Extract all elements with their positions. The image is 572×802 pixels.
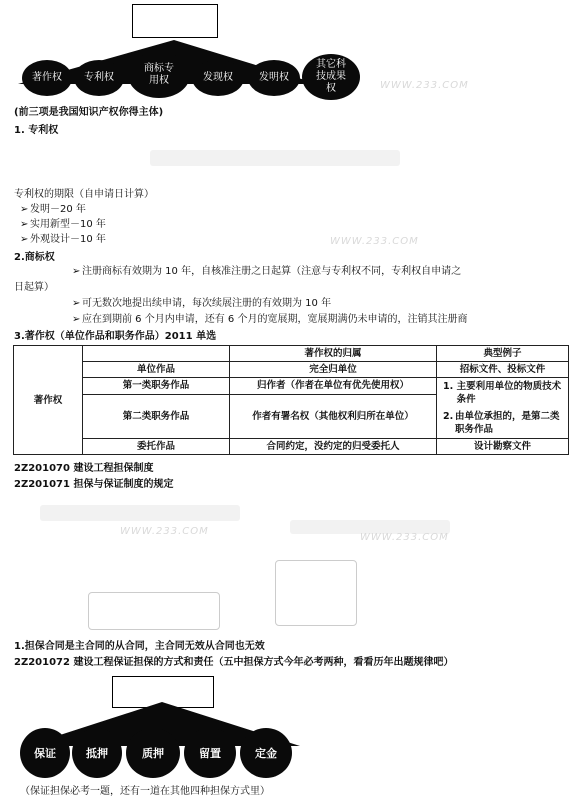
diagram-item-trademark: 商标专用权	[128, 52, 190, 98]
table-cell: 作者有署名权（其他权利归所在单位）	[230, 394, 437, 438]
patent-term-design: ➢ 外观设计－10 年	[20, 234, 106, 245]
diagram-item-invention: 发明权	[248, 60, 300, 96]
diagram-item-copyright: 著作权	[22, 60, 72, 96]
table-cell: 单位作品	[83, 362, 230, 378]
watermark: WWW.233.COM	[330, 236, 419, 247]
table-cell: 招标文件、投标文件	[437, 362, 569, 378]
watermark: WWW.233.COM	[120, 526, 209, 537]
table-cell: 设计勘察文件	[437, 439, 569, 455]
section-code-2z201072: 2Z201072 建设工程保证担保的方式和责任（五中担保方式今年必考两种，看看历年出题规律吧）	[14, 657, 454, 668]
blurred-area	[40, 505, 240, 521]
table-row	[14, 346, 569, 362]
copyright-table	[13, 345, 569, 455]
table-cell: 合同约定，没约定的归受委托人	[230, 439, 437, 455]
table-cell: 归作者（作者在单位有优先使用权）	[230, 378, 437, 395]
table-col-owner: 著作权的归属	[230, 346, 437, 362]
trademark-heading: 2.商标权	[14, 252, 55, 263]
method-deposit: 定金	[240, 728, 292, 778]
table-rowhead: 著作权	[14, 346, 83, 455]
table-cell: 完全归单位	[230, 362, 437, 378]
note-main-subject: (前三项是我国知识产权你得主体)	[14, 107, 164, 118]
table-cell: 第一类职务作品	[83, 378, 230, 395]
table-cell: 第二类职务作品	[83, 394, 230, 438]
patent-term-utility: ➢ 实用新型－10 年	[20, 219, 106, 230]
section-code-2z201071: 2Z201071 担保与保证制度的规定	[14, 479, 174, 490]
watermark: WWW.233.COM	[380, 80, 469, 91]
table-row	[14, 378, 569, 395]
diagram-item-other-tech: 其它科技成果权	[302, 54, 360, 100]
table-cell: 委托作品	[83, 439, 230, 455]
method-pledge: 质押	[126, 728, 180, 778]
watermark: WWW.233.COM	[360, 532, 449, 543]
table-cell-merged-example: 1. 主要利用单位的物质技术条件 2. 由单位承担的，是第二类职务作品	[437, 378, 569, 439]
section-code-2z201070: 2Z201070 建设工程担保制度	[14, 463, 154, 474]
blurred-box	[275, 560, 357, 626]
table-col-example: 典型例子	[437, 346, 569, 362]
trademark-line1-cont: 日起算）	[14, 282, 54, 293]
method-lien: 留置	[184, 728, 236, 778]
blurred-area	[150, 150, 400, 166]
blurred-box	[88, 592, 220, 630]
method-guarantee: 保证	[20, 728, 70, 778]
patent-term-title: 专利权的期限（自申请日计算）	[14, 189, 154, 200]
diagram-item-discovery: 发现权	[192, 60, 244, 96]
patent-term-invention: ➢ 发明－20 年	[20, 204, 86, 215]
diagram-item-patent: 专利权	[74, 60, 124, 96]
copyright-heading: 3.著作权（单位作品和职务作品）2011 单选	[14, 331, 217, 342]
trademark-line1: ➢ 注册商标有效期为 10 年，自核准注册之日起算（注意与专利权不同，专利权自申请之	[72, 266, 462, 277]
method-mortgage: 抵押	[72, 728, 122, 778]
guarantee-note-1: 1.担保合同是主合同的从合同，主合同无效从合同也无效	[14, 641, 265, 652]
trademark-line3: ➢ 应在到期前 6 个月内申请，还有 6 个月的宽展期，宽展期满仍未申请的，注销其注册商	[72, 314, 468, 325]
guarantee-footer: （保证担保必考一题，还有一道在其他四种担保方式里）	[20, 786, 270, 797]
table-row	[14, 439, 569, 455]
table-cell	[83, 346, 230, 362]
patent-heading: 1. 专利权	[14, 125, 59, 136]
trademark-line2: ➢ 可无数次地提出续申请，每次续展注册的有效期为 10 年	[72, 298, 332, 309]
table-row	[14, 362, 569, 378]
